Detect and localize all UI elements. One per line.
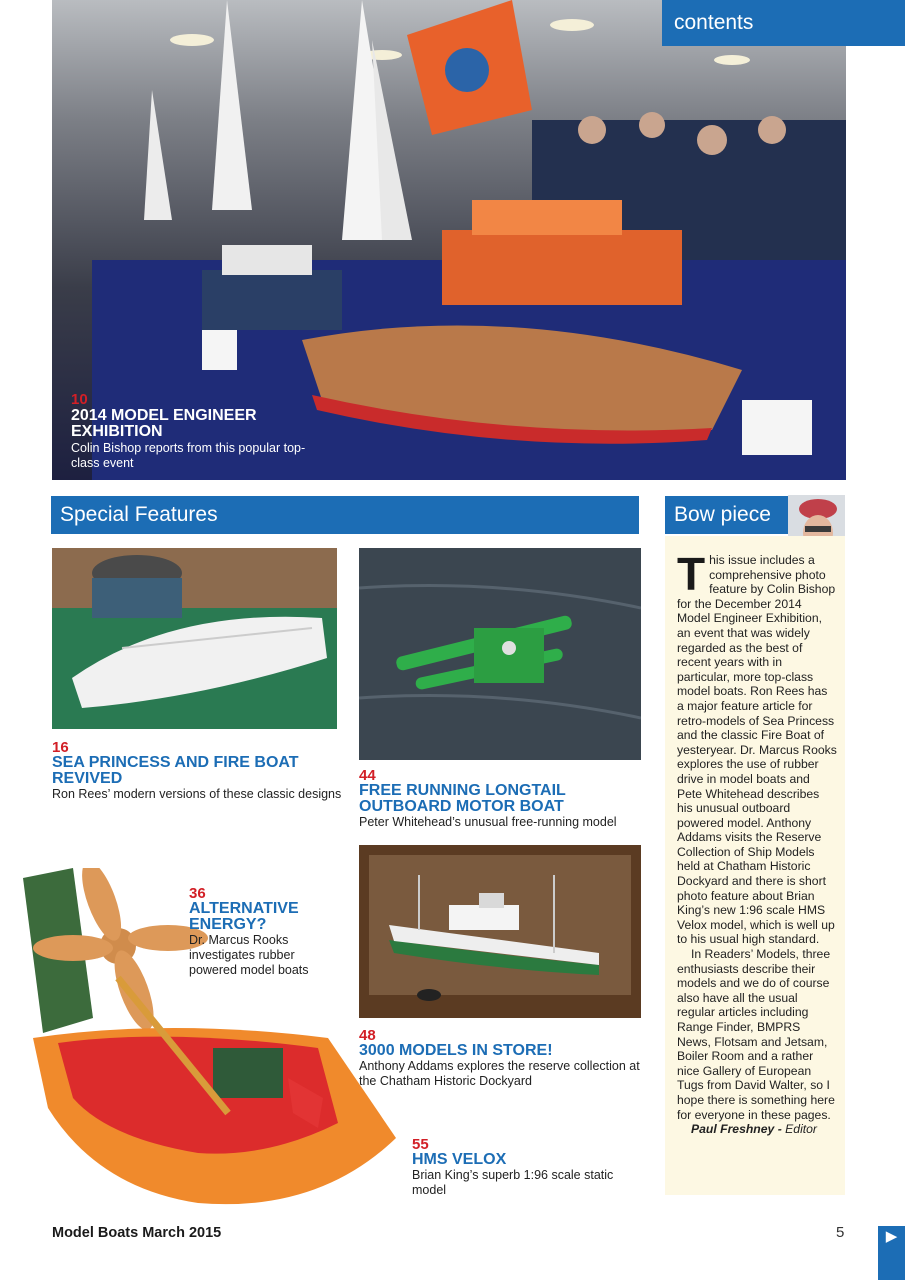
editor-signature bbox=[677, 1122, 837, 1137]
article-16[interactable] bbox=[52, 740, 342, 802]
photo-ship-model-display-case bbox=[359, 845, 641, 1018]
article-description: Anthony Addams explores the reserve collection at the Chatham Historic Dockyard bbox=[359, 1059, 640, 1088]
bow-piece-heading: Bow piece bbox=[665, 496, 788, 534]
signature-role: Editor bbox=[785, 1122, 817, 1137]
article-description: Brian King’s superb 1:96 scale static model bbox=[412, 1168, 614, 1197]
bow-piece-text bbox=[677, 548, 837, 1137]
article-44[interactable] bbox=[359, 768, 644, 830]
hero-title[interactable]: 2014 MODEL ENGINEER EXHIBITION bbox=[71, 407, 257, 440]
next-page-arrow-icon[interactable]: ▶ bbox=[878, 1226, 905, 1280]
article-page-number: 48 bbox=[359, 1027, 376, 1044]
article-36[interactable] bbox=[189, 886, 339, 978]
article-title: SEA PRINCESS AND FIRE BOAT REVIVED bbox=[52, 754, 299, 787]
contents-tab: contents bbox=[662, 0, 905, 46]
article-page-number: 44 bbox=[359, 767, 376, 784]
photo-longtail-boat-water bbox=[359, 548, 641, 760]
drop-cap: T bbox=[677, 548, 706, 600]
article-description: Peter Whitehead’s unusual free-running model bbox=[359, 815, 617, 829]
article-page-number: 16 bbox=[52, 739, 69, 756]
bow-piece-paragraph-1: his issue includes a comprehensive photo feature by Colin Bishop for the December 2014 Model Engineer Exhibition, an event that was widely regarded as the best of recent years with in particular, more top-class model boats. Ron Rees has a major feature article for retro-models of Sea Princess and the classic Fire Boat of yesteryear. Dr. Marcus Rooks explores the use of rubber drive in model boats and Pete Whitehead describes his unusual outboard powered model. Anthony Addams visits the Reserve Collection of Ship Models held at Chatham Historic Dockyard and there is short photo feature about Brian King’s new 1:96 scale HMS Velox model, which is well up to his usual high standard. bbox=[677, 553, 837, 947]
bow-piece-paragraph-2: In Readers’ Models, three enthusiasts describe their models and we do of course also have all the usual regular articles including Range Finder, BMPRS News, Flotsam and Jetsam, Boiler Room and a rather nice Gallery of European Tugs from David Walter, so I hope there is something here for everyone in these pages. bbox=[677, 947, 835, 1122]
page-number: 5 bbox=[836, 1224, 845, 1241]
hero-page-number[interactable]: 10 bbox=[71, 391, 88, 408]
article-title: 3000 MODELS IN STORE! bbox=[359, 1042, 553, 1059]
article-title: HMS VELOX bbox=[412, 1151, 507, 1168]
article-description: Dr. Marcus Rooks investigates rubber powered model boats bbox=[189, 933, 309, 977]
hero-caption bbox=[71, 392, 311, 471]
footer-magazine-title: Model Boats March 2015 bbox=[52, 1225, 222, 1241]
special-features-heading: Special Features bbox=[51, 496, 639, 534]
photo-sea-princess-hull bbox=[52, 548, 337, 729]
article-55[interactable] bbox=[412, 1137, 642, 1198]
hero-description: Colin Bishop reports from this popular top-class event bbox=[71, 441, 306, 470]
article-title: ALTERNATIVE ENERGY? bbox=[189, 900, 299, 933]
signature-name: Paul Freshney - bbox=[691, 1122, 782, 1137]
article-page-number: 36 bbox=[189, 885, 206, 902]
article-description: Ron Rees’ modern versions of these classic designs bbox=[52, 787, 342, 801]
article-page-number: 55 bbox=[412, 1136, 429, 1153]
article-48[interactable] bbox=[359, 1028, 644, 1089]
article-title: FREE RUNNING LONGTAIL OUTBOARD MOTOR BOAT bbox=[359, 782, 566, 815]
